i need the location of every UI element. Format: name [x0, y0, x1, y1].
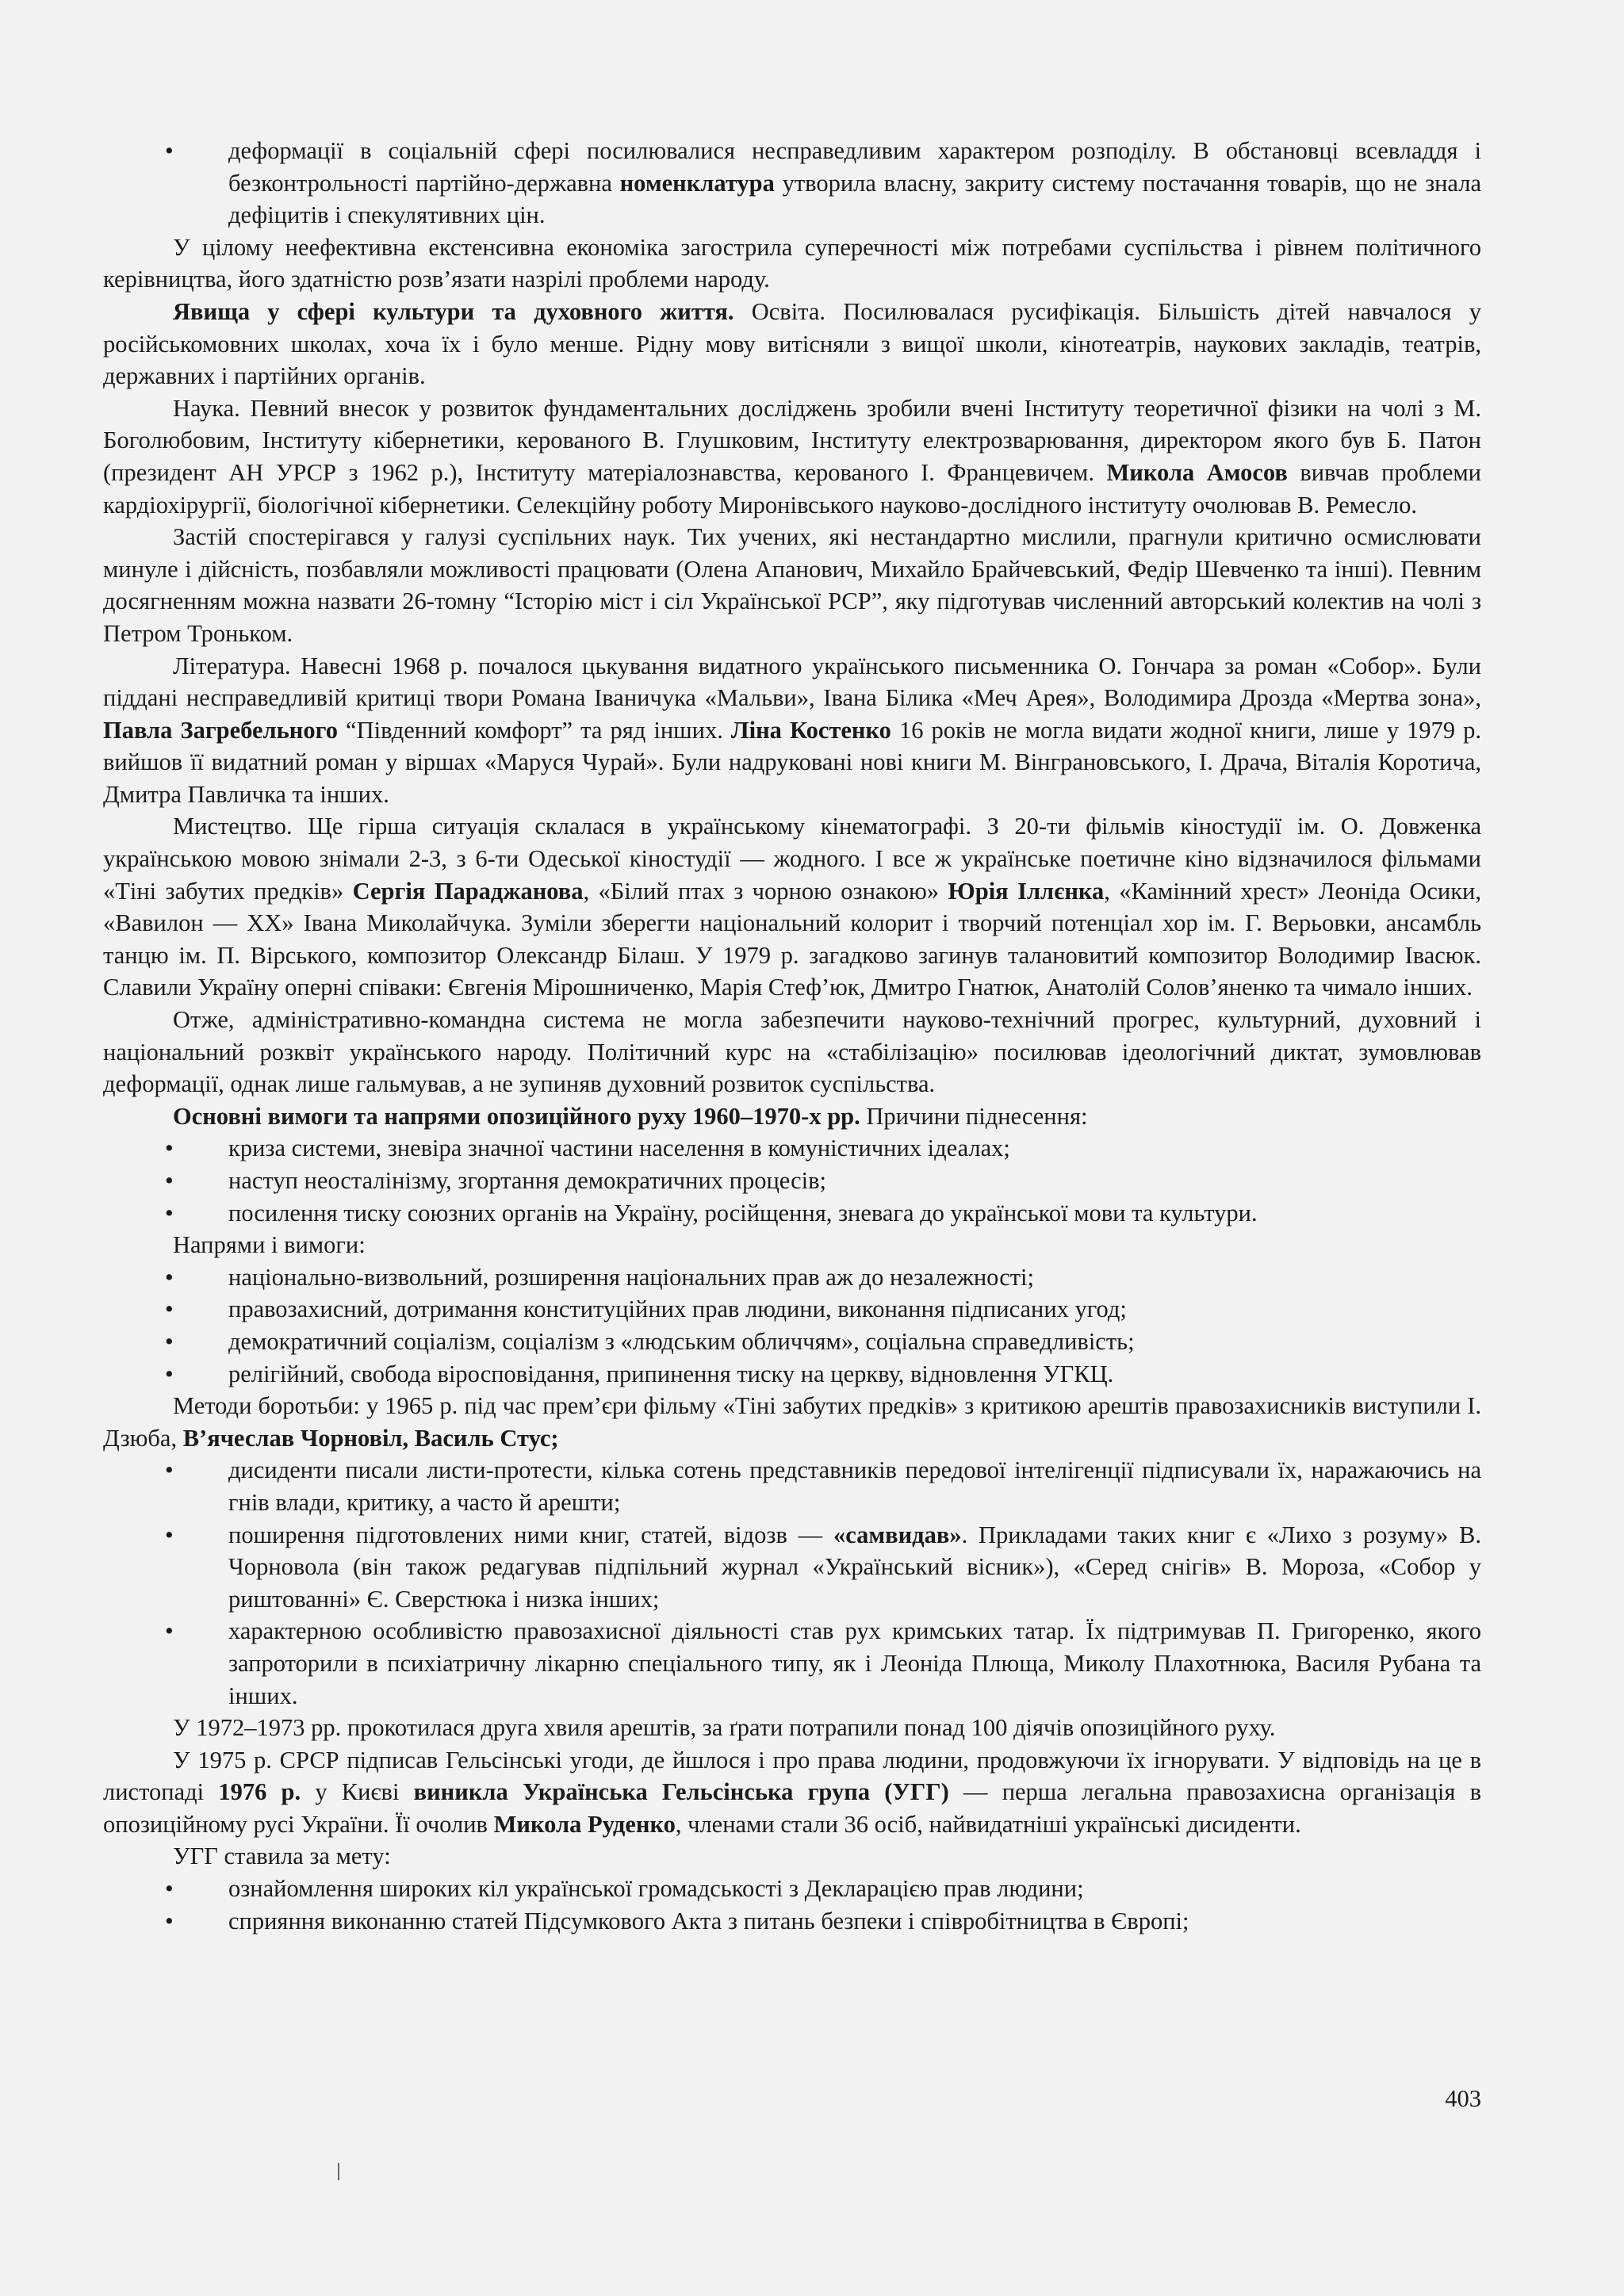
paragraph: Застій спостерігався у галузі суспільних наук. Тих учених, які нестандартно мислили, прагнули критично осмислювати минуле і дійсність, позбавляли можливості працювати (Олена Апанович, Михайло Брайчевський, Федір Шевченко та інші). Певним досягненням можна назвати 26-томну “Історію міст і сіл Української РСР”, яку підготував численний авторський колектив на чолі з Петром Троньком.	[103, 523, 1481, 647]
list-item: • ознайомлення широких кіл української громадськості з Декларацією прав людини;	[103, 1873, 1481, 1905]
list-item: • наступ неосталінізму, згортання демократичних процесів;	[103, 1165, 1481, 1197]
paragraph: Напрями і вимоги:	[173, 1231, 366, 1259]
paragraph: Явища у сфері культури та духовного життя. Освіта. Посилювалася русифікація. Більшість дітей навчалося у російськомовних школах, хоча їх і було менше. Рідну мову витісняли з вищої школи, кінотеатрів, наукових закладів, театрів, державних і партійних органів.	[103, 297, 1481, 390]
goals-list	[103, 1873, 1481, 1937]
list-item: • релігійний, свобода віросповідання, припинення тиску на церкву, відновлення УГКЦ.	[103, 1358, 1481, 1391]
paragraph: Отже, адміністративно-командна система не могла забезпечити науково-технічний прогрес, культурний, духовний і національний розквіт українського народу. Політичний курс на «стабілізацію» посилював ідеологічний диктат, зумовлював деформації, однак лише гальмував, а не зупиняв духовний розвиток суспільства.	[103, 1006, 1481, 1098]
paragraph: Наука. Певний внесок у розвиток фундаментальних досліджень зробили вчені Інституту теоретичної фізики на чолі з М. Боголюбовим, Інституту кібернетики, керованого В. Глушковим, Інституту електрозварювання, директором якого був Б. Патон (президент АН УРСР з 1962 р.), Інституту матеріалознавства, керованого І. Францевичем. Микола Амосов вивчав проблеми кардіохірургії, біологічної кібернетики. Селекційну роботу Миронівського науково-дослідного інституту очолював В. Ремесло.	[103, 394, 1482, 519]
page-text	[103, 135, 1481, 1937]
list-item: • правозахисний, дотримання конституційних прав людини, виконання підписаних угод;	[103, 1293, 1481, 1326]
paragraph: Література. Навесні 1968 р. почалося цькування видатного українського письменника О. Гончара за роман «Собор». Були піддані несправедливій критиці твори Романа Іваничука «Мальви», Івана Білика «Меч Арея», Володимира Дрозда «Мертва зона», Павла Загребельного “Південний комфорт” та ряд інших. Ліна Костенко 16 років не могла видати жодної книги, лише у 1979 р. вийшов її видатний роман у віршах «Маруся Чурай». Були надруковані нові книги М. Вінграновського, І. Драча, Віталія Коротича, Дмитра Павличка та інших.	[103, 652, 1481, 808]
directions-list	[103, 1261, 1481, 1390]
section-heading: Явища у сфері культури та духовного життя.	[173, 297, 734, 325]
list-item: • дисиденти писали листи-протести, кілька сотень представників передової інтелігенції підписували їх, наражаючись на гнів влади, критику, а часто й арешти;	[103, 1454, 1481, 1518]
methods-list	[103, 1454, 1481, 1712]
paragraph: Основні вимоги та напрями опозиційного руху 1960–1970-х рр. Причини піднесення:	[173, 1102, 1088, 1130]
paragraph: УГГ ставила за мету:	[173, 1843, 391, 1870]
list-item: • демократичний соціалізм, соціалізм з «людським обличчям», соціальна справедливість;	[103, 1326, 1481, 1358]
page-number: 403	[1445, 2085, 1481, 2112]
section-heading: Основні вимоги та напрями опозиційного руху 1960–1970-х рр.	[173, 1102, 860, 1130]
intro-bullet-list	[103, 135, 1481, 232]
paragraph: У цілому неефективна екстенсивна економіка загострила суперечності між потребами суспільства і рівнем політичного керівництва, його здатністю розв’язати назрілі проблеми народу.	[103, 233, 1481, 293]
paragraph: Мистецтво. Ще гірша ситуація склалася в українському кінематографі. З 20-ти фільмів кіностудії ім. О. Довженка українською мовою знімали 2-3, з 6-ти Одеської кіностудії — жодного. І все ж українське поетичне кіно відзначилося фільмами «Тіні забутих предків» Сергія Параджанова, «Білий птах з чорною ознакою» Юрія Іллєнка, «Камінний хрест» Леоніда Осики, «Вавилон — XX» Івана Миколайчука. Зуміли зберегти національний колорит і творчий потенціал хор ім. Г. Верьовки, ансамбль танцю ім. П. Вірського, композитор Олександр Білаш. У 1979 р. загадково загинув талановитий композитор Володимир Івасюк. Славили Україну оперні співаки: Євгенія Мірошниченко, Марія Стеф’юк, Дмитро Гнатюк, Анатолій Солов’яненко та чимало інших.	[103, 813, 1481, 1001]
list-item: • характерною особливістю правозахисної діяльності став рух кримських татар. Їх підтримував П. Григоренко, якого запроторили в психіатричну лікарню спеціального типу, як і Леоніда Плюща, Миколу Плахотнюка, Василя Рубана та інших.	[103, 1615, 1481, 1712]
paragraph: У 1975 р. СРСР підписав Гельсінські угоди, де йшлося і про права людини, продовжуючи їх ігнорувати. У відповідь на це в листопаді 1976 р. у Києві виникла Українська Гельсінська група (УГГ) — перша легальна правозахисна організація в опозиційному русі України. Її очолив Микола Руденко, членами стали 36 осіб, найвидатніші українські дисиденти.	[103, 1746, 1481, 1838]
list-item: • деформації в соціальній сфері посилювалися несправедливим характером розподілу. В обстановці всевладдя і безконтрольності партійно-державна номенклатура утворила власну, закриту систему постачання товарів, що не знала дефіцитів і спекулятивних цін.	[103, 135, 1481, 232]
causes-list	[103, 1132, 1481, 1229]
paragraph: Методи боротьби: у 1965 р. під час прем’єри фільму «Тіні забутих предків» з критикою арештів правозахисників виступили І. Дзюба, В’ячеслав Чорновіл, Василь Стус;	[103, 1392, 1481, 1452]
list-item: • криза системи, зневіра значної частини населення в комуністичних ідеалах;	[103, 1132, 1481, 1165]
scan-mark	[338, 2163, 339, 2180]
list-item: • національно-визвольний, розширення національних прав аж до незалежності;	[103, 1261, 1481, 1294]
paragraph: У 1972–1973 рр. прокотилася друга хвиля арештів, за ґрати потрапили понад 100 діячів опозиційного руху.	[173, 1714, 1276, 1742]
list-item: • сприяння виконанню статей Підсумкового Акта з питань безпеки і співробітництва в Європі;	[103, 1905, 1481, 1938]
list-item: • посилення тиску союзних органів на Україну, російщення, зневага до української мови та культури.	[103, 1197, 1481, 1230]
list-item: • поширення підготовлених ними книг, статей, відозв — «самвидав». Прикладами таких книг є «Лихо з розуму» В. Чорновола (він також редагував підпільний журнал «Український вісник»), «Серед снігів» В. Мороза, «Собор у риштованні» Є. Сверстюка і низка інших;	[103, 1519, 1481, 1616]
